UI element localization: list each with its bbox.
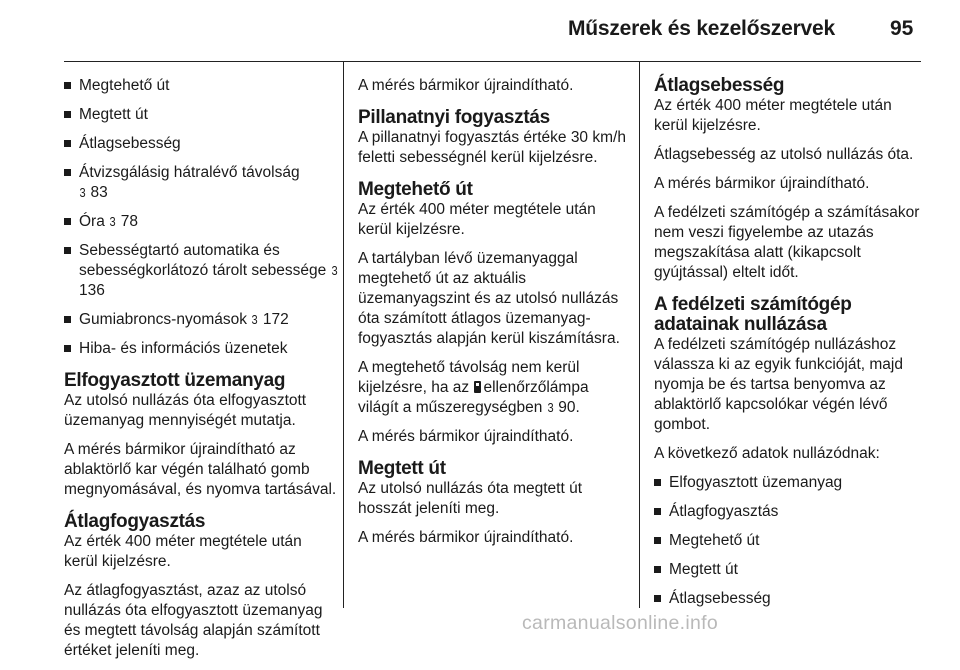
bullet-icon bbox=[64, 247, 71, 254]
bullet-icon bbox=[654, 566, 661, 573]
list-item: Átlagfogyasztás bbox=[654, 502, 926, 522]
list-item: Sebességtartó automatika és sebességkorlátozó tárolt sebessége 3 136 bbox=[64, 241, 339, 301]
list-item: Elfogyasztott üzemanyag bbox=[654, 473, 926, 493]
bullet-icon bbox=[654, 537, 661, 544]
paragraph: A mérés bármikor újraindítható. bbox=[358, 529, 574, 546]
paragraph: Az érték 400 méter megtétele után kerül kijelzésre. bbox=[64, 533, 302, 570]
page-number: 95 bbox=[890, 17, 914, 40]
list-item: Átvizsgálásig hátralévő távolság 3 83 bbox=[64, 163, 339, 203]
column-divider-1 bbox=[343, 62, 344, 608]
paragraph: Az utolsó nullázás óta megtett út hosszát jeleníti meg. bbox=[358, 480, 583, 517]
paragraph: Az átlagfogyasztást, azaz az utolsó nullázás óta elfogyasztott üzemanyag és megtett távolság alapján számított értéket jeleníti meg. bbox=[64, 582, 323, 659]
paragraph: Az érték 400 méter megtétele után kerül kijelzésre. bbox=[654, 97, 892, 134]
bullet-icon bbox=[64, 82, 71, 89]
fuel-warning-lamp-icon bbox=[474, 381, 481, 393]
section-heading: A fedélzeti számítógép adatainak nullázása bbox=[654, 294, 852, 335]
bullet-icon bbox=[654, 508, 661, 515]
section-heading: Átlagfogyasztás bbox=[64, 511, 206, 532]
display-items-list bbox=[64, 76, 339, 359]
page-reference-icon: 3 bbox=[109, 214, 116, 229]
paragraph: A megtehető távolság nem kerül kijelzésre, ha az ellenőrzőlámpa világít a műszeregységben 3 90. bbox=[358, 359, 589, 416]
paragraph: A fedélzeti számítógép a számításakor nem veszi figyelembe az utazás megszakítása alatt (kikapcsolt gyújtással) eltelt időt. bbox=[654, 204, 920, 281]
column-1 bbox=[64, 76, 339, 670]
list-item: Megtett út bbox=[64, 105, 339, 125]
paragraph: A tartályban lévő üzemanyaggal megtehető út az aktuális üzemanyagszint és az utolsó nullázás óta számított átlagos üzemanyag-fogyasztás alapján kerül kiszámításra. bbox=[358, 250, 620, 347]
paragraph: A következő adatok nullázódnak: bbox=[654, 445, 880, 462]
bullet-icon bbox=[64, 316, 71, 323]
page-reference[interactable]: 136 bbox=[79, 282, 105, 299]
section-heading: Pillanatnyi fogyasztás bbox=[358, 107, 550, 128]
watermark: carmanualsonline.info bbox=[522, 612, 718, 634]
page-reference[interactable]: 78 bbox=[120, 213, 138, 230]
bullet-icon bbox=[654, 595, 661, 602]
paragraph: A mérés bármikor újraindítható. bbox=[358, 428, 574, 445]
bullet-icon bbox=[654, 479, 661, 486]
paragraph: Az utolsó nullázás óta elfogyasztott üzemanyag mennyiségét mutatja. bbox=[64, 392, 307, 429]
column-2 bbox=[358, 76, 633, 557]
page-reference-icon: 3 bbox=[547, 400, 554, 415]
page-header-title: Műszerek és kezelőszervek bbox=[567, 17, 835, 40]
section-heading: Megtett út bbox=[358, 458, 446, 479]
paragraph: A mérés bármikor újraindítható. bbox=[654, 175, 870, 192]
list-item: Gumiabroncs-nyomások 3 172 bbox=[64, 310, 339, 330]
list-item: Átlagsebesség bbox=[654, 589, 926, 609]
column-divider-2 bbox=[639, 62, 640, 608]
bullet-icon bbox=[64, 345, 71, 352]
list-item: Megtehető út bbox=[64, 76, 339, 96]
page-reference-icon: 3 bbox=[79, 185, 86, 200]
list-item: Hiba- és információs üzenetek bbox=[64, 339, 339, 359]
section-heading: Átlagsebesség bbox=[654, 75, 785, 96]
page-reference[interactable]: 83 bbox=[90, 184, 108, 201]
paragraph: A fedélzeti számítógép nullázáshoz válassza ki az egyik funkcióját, majd nyomja be és tartsa benyomva az ablaktörlő kapcsolókar végén lévő gombot. bbox=[654, 336, 903, 433]
bullet-icon bbox=[64, 218, 71, 225]
list-item: Megtett út bbox=[654, 560, 926, 580]
paragraph: Az érték 400 méter megtétele után kerül kijelzésre. bbox=[358, 201, 596, 238]
section-heading: Megtehető út bbox=[358, 179, 473, 200]
list-item: Átlagsebesség bbox=[64, 134, 339, 154]
column-3 bbox=[654, 76, 926, 618]
section-heading: Elfogyasztott üzemanyag bbox=[64, 370, 286, 391]
bullet-icon bbox=[64, 140, 71, 147]
paragraph: A pillanatnyi fogyasztás értéke 30 km/h feletti sebességnél kerül kijelzésre. bbox=[358, 129, 626, 166]
paragraph: A mérés bármikor újraindítható az ablaktörlő kar végén található gomb megnyomásával, és nyomva tartásával. bbox=[64, 441, 337, 498]
page-reference-icon: 3 bbox=[331, 263, 338, 278]
bullet-icon bbox=[64, 111, 71, 118]
paragraph: Átlagsebesség az utolsó nullázás óta. bbox=[654, 146, 914, 163]
page-reference[interactable]: 172 bbox=[262, 311, 289, 328]
list-item: Óra 3 78 bbox=[64, 212, 339, 232]
reset-items-list bbox=[654, 473, 926, 609]
bullet-icon bbox=[64, 169, 71, 176]
paragraph: A mérés bármikor újraindítható. bbox=[358, 77, 574, 94]
page-reference-icon: 3 bbox=[251, 312, 258, 327]
header-divider bbox=[64, 61, 921, 62]
page-reference[interactable]: 90. bbox=[558, 399, 580, 416]
list-item: Megtehető út bbox=[654, 531, 926, 551]
